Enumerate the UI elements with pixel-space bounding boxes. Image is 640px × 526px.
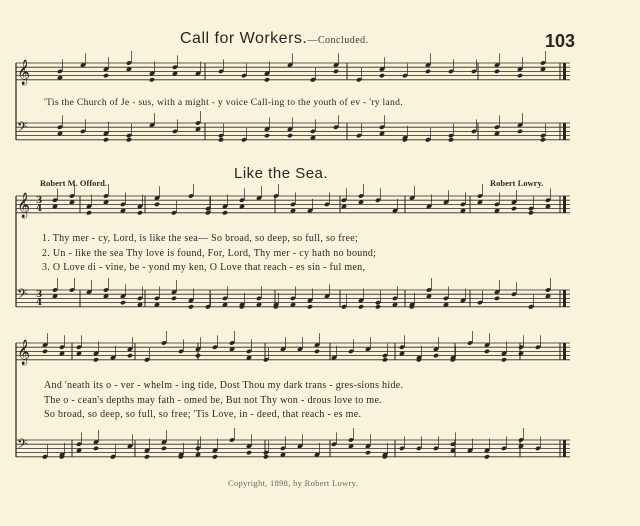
time-signature: 3	[36, 196, 43, 206]
time-signature: 3	[36, 290, 43, 300]
note-head	[127, 353, 133, 358]
verse3-line1: 3. O Love di - vine, be - yond my ken, O Love that reach - es sin - ful men,	[42, 262, 366, 273]
note-head	[264, 77, 270, 82]
note-head	[126, 137, 132, 142]
note-head	[358, 304, 364, 309]
hymn-title-like-the-sea: Like the Sea.	[234, 165, 329, 182]
note-head	[161, 446, 167, 451]
note-head	[528, 210, 534, 215]
note-head	[287, 133, 293, 138]
note-head	[144, 454, 150, 459]
title-text: Call for Workers.	[180, 30, 308, 47]
treble-clef-icon: 𝄞	[17, 60, 31, 85]
note-head	[540, 137, 546, 142]
hymn1-lyric-line: 'Tis the Church of Je - sus, with a might - y voice Call-ing to the youth of ev - 'ry land.	[44, 97, 403, 108]
note-head	[484, 349, 490, 354]
note-head	[93, 446, 99, 451]
note-head	[375, 304, 381, 309]
note-head	[511, 206, 517, 211]
treble-clef-icon: 𝄞	[17, 193, 31, 218]
note-head	[517, 73, 523, 78]
note-head	[382, 357, 388, 362]
note-head	[171, 296, 177, 301]
author-credit: Robert M. Offord.	[40, 178, 108, 188]
verse1-line1: 1. Thy mer - cy, Lord, is like the sea— So broad, so deep, so full, so free;	[42, 233, 359, 244]
note-head	[517, 129, 523, 134]
hymn-title-call-for-workers	[180, 30, 369, 48]
final-barline-thick	[563, 63, 566, 80]
note-head	[103, 137, 109, 142]
note-head	[448, 137, 454, 142]
note-head	[314, 349, 320, 354]
time-signature: 4	[36, 204, 43, 214]
note-head	[494, 296, 500, 301]
bass-clef-icon: 𝄢	[17, 286, 28, 305]
note-head	[86, 210, 92, 215]
bass-clef-icon: 𝄢	[17, 119, 28, 138]
note-head	[154, 202, 160, 207]
final-barline-thick	[563, 196, 566, 213]
note-head	[365, 450, 371, 455]
note-head	[42, 349, 48, 354]
note-head	[333, 69, 339, 74]
verse2-line2: The o - cean's depths may fath - omed be, But not Thy won - drous love to me.	[44, 395, 382, 406]
note-head	[425, 69, 431, 74]
bass-clef-icon: 𝄢	[17, 436, 28, 455]
final-barline-thick	[563, 290, 566, 307]
verse3-line2: So broad, so deep, so full, so free; 'Tis Love, in - deed, that reach - es me.	[44, 409, 362, 420]
note-head	[501, 357, 507, 362]
note-head	[212, 454, 218, 459]
note-head	[433, 353, 439, 358]
note-head	[264, 133, 270, 138]
note-head	[103, 73, 109, 78]
treble-clef-icon: 𝄞	[17, 340, 31, 365]
note-head	[307, 304, 313, 309]
verse1-line2: And 'neath its o - ver - whelm - ing tide, Dost Thou my dark trans - gres-sions hide.	[44, 380, 404, 391]
note-head	[484, 454, 490, 459]
note-head	[222, 210, 228, 215]
note-head	[149, 77, 155, 82]
note-head	[379, 73, 385, 78]
note-head	[246, 450, 252, 455]
note-head	[188, 304, 194, 309]
note-head	[218, 137, 224, 142]
note-head	[93, 357, 99, 362]
note-head	[120, 300, 126, 305]
page-number: 103	[545, 31, 576, 51]
composer-credit: Robert Lowry.	[490, 178, 544, 188]
note-head	[263, 454, 269, 459]
final-barline-thick	[563, 440, 566, 457]
verse2-line1: 2. Un - like the sea Thy love is found, For, Lord, Thy mer - cy hath no bound;	[42, 248, 377, 259]
note-head	[494, 69, 500, 74]
final-barline-thick	[563, 343, 566, 360]
note-head	[195, 353, 201, 358]
title-suffix: —Concluded.	[307, 35, 369, 46]
copyright-notice: Copyright, 1898, by Robert Lowry.	[228, 478, 358, 488]
time-signature: 4	[36, 298, 43, 308]
note-head	[137, 210, 143, 215]
final-barline-thick	[563, 123, 566, 140]
